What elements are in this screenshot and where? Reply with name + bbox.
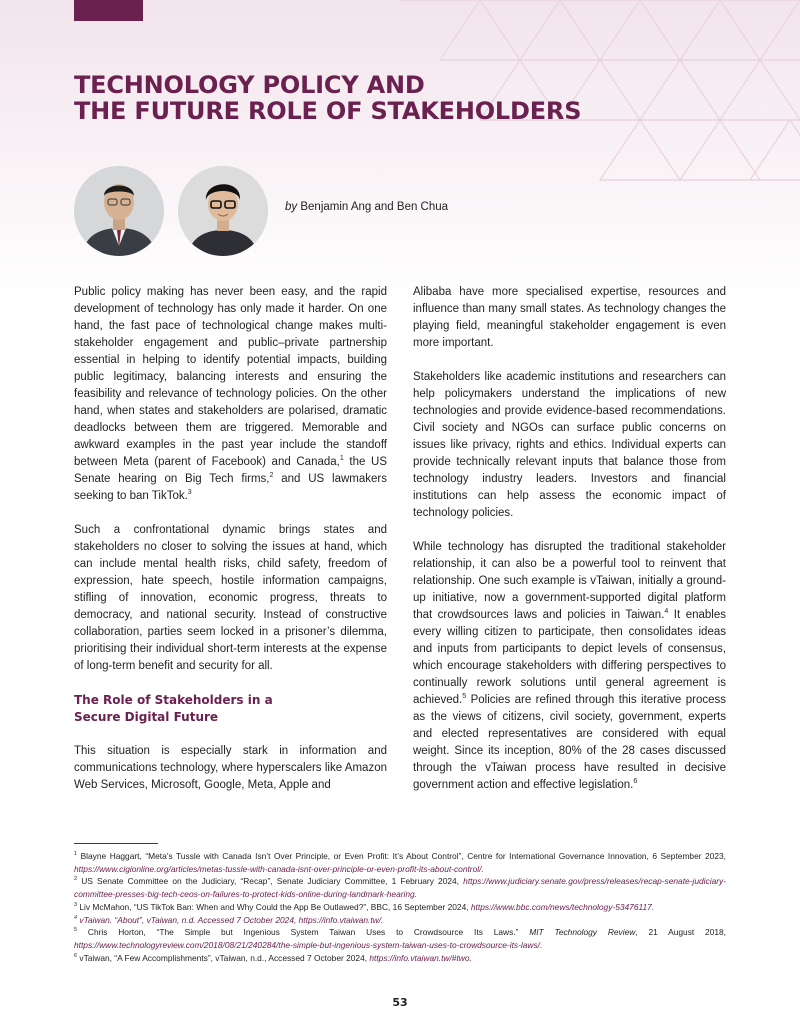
- footnote-ref: 5: [462, 693, 467, 700]
- byline-prefix: by: [285, 201, 298, 213]
- section-subheading: [74, 692, 387, 726]
- paragraph: [74, 284, 387, 505]
- title-line-2: THE FUTURE ROLE OF STAKEHOLDERS: [74, 97, 582, 125]
- subheading-line-1: The Role of Stakeholders in a: [74, 693, 273, 707]
- paragraph-text: and US lawmakers seeking to ban TikTok.: [74, 473, 387, 502]
- page-number: 53: [392, 996, 408, 1009]
- footnote-ref: 4: [664, 608, 669, 615]
- footnote-ref: 6: [633, 778, 638, 785]
- subheading-line-2: Secure Digital Future: [74, 710, 219, 724]
- author-photo-benjamin-ang: [74, 166, 164, 256]
- footnote-2: [74, 875, 726, 900]
- author-photo-ben-chua: [178, 166, 268, 256]
- paragraph: Such a confrontational dynamic brings states and stakeholders no closer to solving the issues at hand, which can include mental health risks, child safety, freedom of expression, hate speech, hostile information campaigns, stifling of innovation, economic progress, threats to democracy, and national security. Instead of constructive collaboration, parties seem locked in a prisoner’s dilemma, prioritising their individual short-term interests at the expense of long-term benefit and security for all.: [74, 524, 387, 672]
- footnotes: [74, 850, 726, 964]
- paragraph-text: It enables every willing citizen to participate, then consolidates ideas and inputs from participants to depict levels of consensus, which encourage stakeholders with differing perspectives to continually rework solutions until general agreement is achieved.: [413, 609, 726, 706]
- paragraph: This situation is especially stark in information and communications technology, where hyperscalers like Amazon Web Services, Microsoft, Google, Meta, Apple and: [74, 745, 387, 791]
- paragraph-text: Public policy making has never been easy, and the rapid development of technology has only made it harder. On one hand, the fast pace of technological change makes multi-stakeholder engagement and public–private partnership essential in helping to identify potential impacts, building public legitimacy, balancing interests and ensuring the feasibility and relevance of technology policies. On the other hand, when states and stakeholders are polarised, dramatic deadlocks between them are triggered. Memorable and awkward examples in the past year include the standoff between Meta (parent of Facebook) and Canada,: [74, 286, 387, 468]
- footnote-link[interactable]: https://www.bbc.com/news/technology-53476117.: [470, 901, 655, 912]
- paragraph: [413, 539, 726, 794]
- paragraph-text: the US Senate hearing on Big Tech firms,: [74, 456, 387, 485]
- title-line-1: TECHNOLOGY POLICY AND: [74, 71, 425, 99]
- footnote-ref: 2: [269, 472, 274, 479]
- article-column-left: [74, 284, 387, 794]
- footnote-text: Chris Horton, “The Simple but Ingenious System Taiwan Uses to Crowdsource Its Laws.”: [77, 927, 530, 938]
- footnote-number: 5: [74, 927, 78, 934]
- footnote-text: vTaiwan. “About”, vTaiwan, n.d. Accessed 7 October 2024, https://info.vtaiwan.tw/.: [77, 914, 384, 925]
- paragraph: Stakeholders like academic institutions and researchers can help policymakers understand the implications of new technologies and provide evidence-based recommendations. Civil society and NGOs can surface public concerns on issues like privacy, rights and ethics. Individual experts can provide technically relevant inputs that balance those from technology industry leaders. Investors and financial institutions can help assess the economic impact of technology policies.: [413, 371, 726, 519]
- article-column-right: [413, 284, 726, 794]
- person-portrait-icon: [178, 166, 268, 256]
- footnote-number: 6: [74, 952, 78, 959]
- footnote-number: 1: [74, 851, 78, 857]
- footnote-link[interactable]: https://www.cigionline.org/articles/metas-tussle-with-canada-isnt-over-principle-or-even-profit-its-about-control/.: [74, 863, 484, 874]
- footnote-4[interactable]: [74, 914, 726, 927]
- footnote-journal: MIT Technology Review: [529, 927, 636, 938]
- footnote-6: [74, 952, 726, 965]
- byline-authors: Benjamin Ang and Ben Chua: [300, 201, 449, 213]
- footnote-divider: [74, 843, 158, 844]
- footnote-3: [74, 901, 726, 914]
- paragraph-text: While technology has disrupted the traditional stakeholder relationship, it can also be a powerful tool to reinvent that relationship. One such example is vTaiwan, initially a ground-up initiative, now a government-supported digital platform that crowdsources laws and policies in Taiwan.: [413, 541, 726, 621]
- footnote-5: [74, 926, 726, 951]
- footnote-text: , 21 August 2018,: [635, 927, 726, 938]
- footnote-link[interactable]: https://www.judiciary.senate.gov/press/releases/recap-senate-judiciary-committee-presses-big-tech-ceos-on-failures-to-protect-kids-online-during-landmark-hearing.: [74, 876, 726, 900]
- paragraph-text: Policies are refined through this iterative process as the views of citizens, civil society, government, experts and elected representatives are considered with equal weight. Since its inception, 80% of the 28 cases discussed through the vTaiwan process have resulted in decisive government action and effective legislation.: [413, 694, 726, 791]
- footnote-text: Blayne Haggart, “Meta’s Tussle with Canada Isn’t Over Principle, or Even Profit: It’s About Control”, Centre for International Governance Innovation, 6 September 2023,: [77, 851, 726, 861]
- footnote-number: 4: [74, 914, 78, 921]
- footnote-1: [74, 850, 726, 875]
- footnote-ref: 3: [187, 489, 192, 496]
- footnote-text: vTaiwan, “A Few Accomplishments”, vTaiwan, n.d., Accessed 7 October 2024,: [77, 952, 370, 963]
- footnote-text: Liv McMahon, “US TikTok Ban: When and Why Could the App Be Outlawed?”, BBC, 16 September 2024,: [77, 901, 471, 912]
- person-portrait-icon: [74, 166, 164, 256]
- author-byline: [285, 201, 448, 213]
- footnote-text: US Senate Committee on the Judiciary, “Recap”, Senate Judiciary Committee, 1 February 2024,: [77, 876, 464, 887]
- footnote-ref: 1: [339, 455, 344, 462]
- header-accent-bar: [74, 0, 143, 21]
- footnote-number: 2: [74, 876, 78, 883]
- footnote-number: 3: [74, 901, 78, 908]
- footnote-link[interactable]: https://www.technologyreview.com/2018/08/21/240284/the-simple-but-ingenious-system-taiwan-uses-to-crowdsource-its-laws/.: [74, 939, 543, 950]
- page-title: [74, 72, 714, 124]
- footnote-link[interactable]: https://info.vtaiwan.tw/#two.: [369, 952, 472, 963]
- paragraph: Alibaba have more specialised expertise, resources and influence than many small states. As technology changes the playing field, meaningful stakeholder engagement is even more important.: [413, 286, 726, 349]
